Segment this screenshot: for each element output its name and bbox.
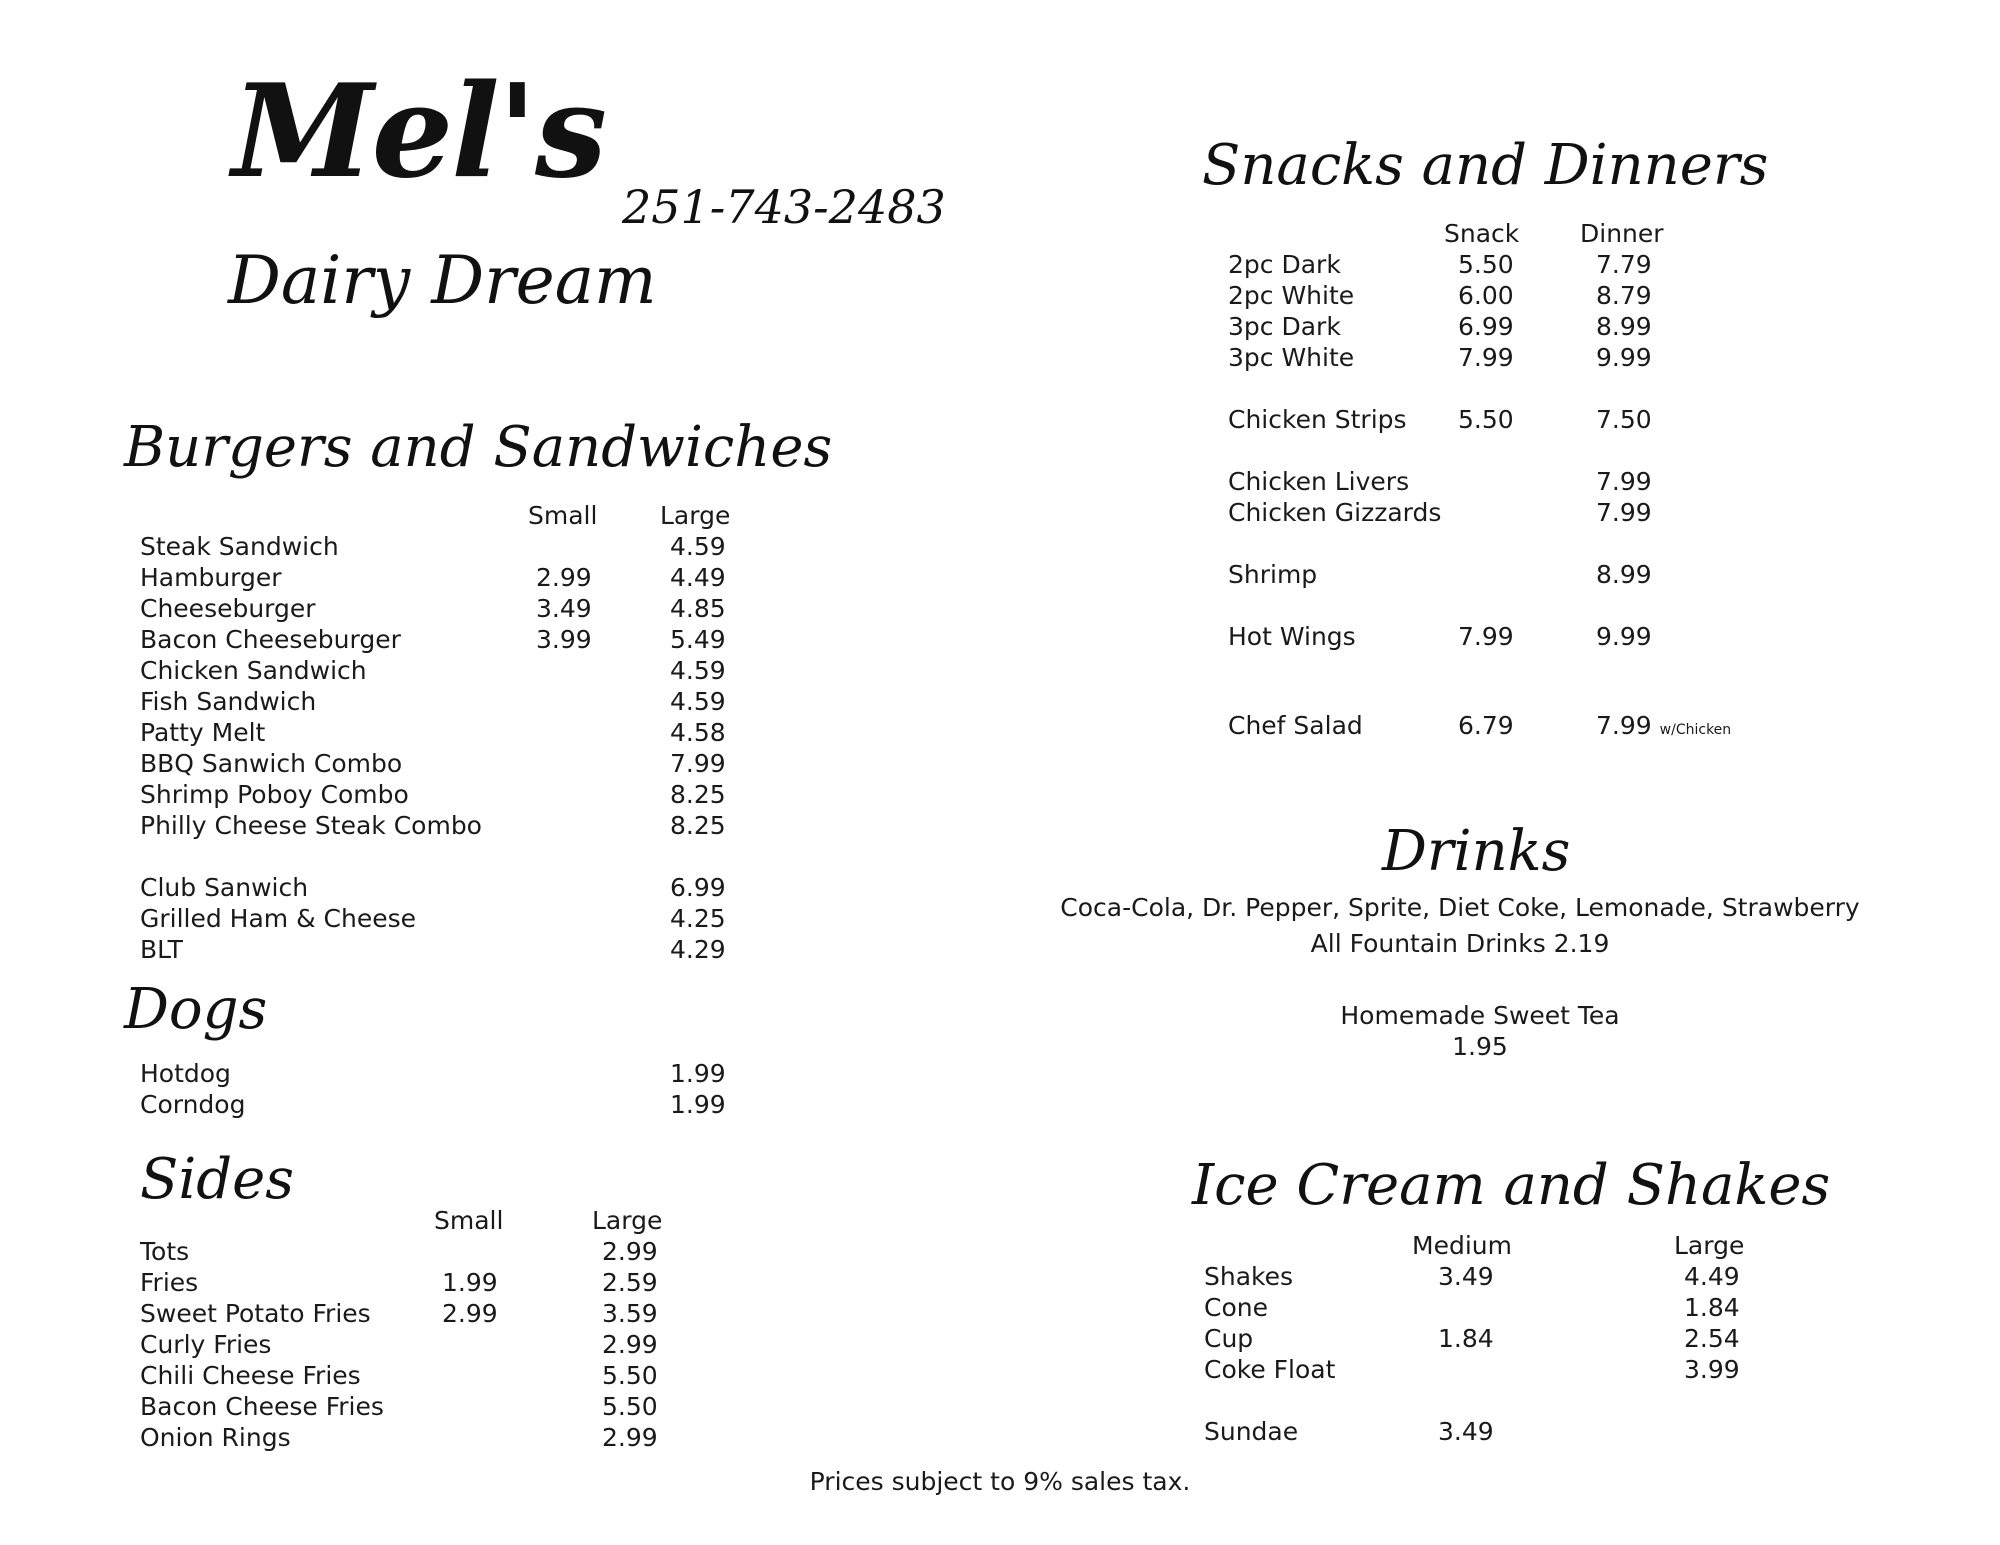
item-large-price: 4.25: [670, 904, 726, 933]
item-name: Corndog: [140, 1090, 246, 1119]
item-name: 2pc Dark: [1228, 250, 1341, 279]
item-name: Curly Fries: [140, 1330, 272, 1359]
item-name: Bacon Cheeseburger: [140, 625, 401, 654]
sides-heading: Sides: [140, 1147, 294, 1212]
item-name: Coke Float: [1204, 1355, 1336, 1384]
item-large-price: 2.99: [602, 1237, 658, 1266]
burgers-col-large: Large: [660, 501, 731, 530]
snacks-col-snack: Snack: [1444, 219, 1520, 248]
item-name: 3pc Dark: [1228, 312, 1341, 341]
icecream-col-large: Large: [1674, 1231, 1745, 1260]
item-large-price: 1.84: [1684, 1293, 1740, 1322]
burgers-heading: Burgers and Sandwiches: [124, 415, 833, 480]
item-name: Patty Melt: [140, 718, 266, 747]
sweet-tea-label: Homemade Sweet Tea: [1340, 1001, 1620, 1030]
item-name: Shrimp: [1228, 560, 1318, 589]
item-name: Philly Cheese Steak Combo: [140, 811, 482, 840]
item-name: Hotdog: [140, 1059, 231, 1088]
item-name: Chicken Gizzards: [1228, 498, 1442, 527]
sweet-tea-price: 1.95: [1452, 1032, 1508, 1061]
item-snack-price: 7.99: [1458, 343, 1514, 372]
item-snack-price: 6.79: [1458, 711, 1514, 740]
item-large-price: 4.59: [670, 687, 726, 716]
item-large-price: 4.29: [670, 935, 726, 964]
item-large-price: 4.49: [670, 563, 726, 592]
item-name: Onion Rings: [140, 1423, 291, 1452]
item-medium-price: 1.84: [1438, 1324, 1494, 1353]
item-medium-price: 3.49: [1438, 1417, 1494, 1446]
phone-number: 251-743-2483: [622, 180, 946, 234]
item-large-price: 7.99: [670, 749, 726, 778]
sides-col-large: Large: [592, 1206, 663, 1235]
item-small-price: 3.49: [536, 594, 592, 623]
item-name: BLT: [140, 935, 183, 964]
sides-col-small: Small: [434, 1206, 504, 1235]
fountain-drinks-price: All Fountain Drinks 2.19: [1310, 929, 1610, 958]
item-name: 2pc White: [1228, 281, 1355, 310]
item-price: 1.99: [670, 1090, 726, 1119]
item-dinner-price: 9.99: [1596, 622, 1652, 651]
item-name: Shrimp Poboy Combo: [140, 780, 409, 809]
item-dinner-price: 7.99: [1596, 467, 1652, 496]
item-price: 1.99: [670, 1059, 726, 1088]
item-dinner-price: 7.79: [1596, 250, 1652, 279]
item-name: Grilled Ham & Cheese: [140, 904, 417, 933]
item-large-price: 6.99: [670, 873, 726, 902]
icecream-heading: Ice Cream and Shakes: [1192, 1153, 1831, 1218]
item-snack-price: 5.50: [1458, 405, 1514, 434]
item-name: Chili Cheese Fries: [140, 1361, 361, 1390]
snacks-col-dinner: Dinner: [1580, 219, 1664, 248]
item-name: Club Sanwich: [140, 873, 309, 902]
item-dinner-price: 8.99: [1596, 560, 1652, 589]
brand-logo-name: Mel's: [232, 57, 605, 207]
item-small-price: 2.99: [536, 563, 592, 592]
tax-note: Prices subject to 9% sales tax.: [809, 1467, 1191, 1496]
icecream-col-medium: Medium: [1412, 1231, 1512, 1260]
item-large-price: 5.49: [670, 625, 726, 654]
item-name: Cheeseburger: [140, 594, 316, 623]
item-name: Hamburger: [140, 563, 282, 592]
item-large-price: 2.54: [1684, 1324, 1740, 1353]
item-dinner-price: 9.99: [1596, 343, 1652, 372]
item-dinner-price: 8.79: [1596, 281, 1652, 310]
item-dinner-price: [1596, 710, 1731, 746]
item-dinner-price: 7.99: [1596, 498, 1652, 527]
item-large-price: 4.59: [670, 532, 726, 561]
drinks-heading: Drinks: [1382, 819, 1571, 884]
item-name: Cone: [1204, 1293, 1268, 1322]
item-small-price: 1.99: [442, 1268, 498, 1297]
item-dinner-price: 8.99: [1596, 312, 1652, 341]
burgers-col-small: Small: [528, 501, 598, 530]
item-name: Chicken Strips: [1228, 405, 1407, 434]
item-name: BBQ Sanwich Combo: [140, 749, 403, 778]
item-large-price: 4.58: [670, 718, 726, 747]
brand-logo-subtitle: Dairy Dream: [228, 242, 657, 319]
item-large-price: 2.99: [602, 1423, 658, 1452]
item-large-price: 2.59: [602, 1268, 658, 1297]
item-large-price: 4.49: [1684, 1262, 1740, 1291]
item-name: Chef Salad: [1228, 711, 1363, 740]
item-small-price: 2.99: [442, 1299, 498, 1328]
item-large-price: 4.59: [670, 656, 726, 685]
item-large-price: 5.50: [602, 1361, 658, 1390]
item-large-price: 3.59: [602, 1299, 658, 1328]
item-dinner-price: 7.50: [1596, 405, 1652, 434]
item-snack-price: 5.50: [1458, 250, 1514, 279]
item-name: Sweet Potato Fries: [140, 1299, 371, 1328]
item-snack-price: 6.00: [1458, 281, 1514, 310]
item-large-price: 2.99: [602, 1330, 658, 1359]
item-name: Cup: [1204, 1324, 1254, 1353]
item-name: Hot Wings: [1228, 622, 1356, 651]
item-name: Fish Sandwich: [140, 687, 317, 716]
item-name: Shakes: [1204, 1262, 1294, 1291]
item-small-price: 3.99: [536, 625, 592, 654]
item-name: Chicken Livers: [1228, 467, 1410, 496]
item-name: Chicken Sandwich: [140, 656, 367, 685]
item-dinner-price-value: 7.99: [1596, 711, 1652, 740]
snacks-heading: Snacks and Dinners: [1202, 133, 1769, 198]
item-name: Steak Sandwich: [140, 532, 339, 561]
item-name: Bacon Cheese Fries: [140, 1392, 384, 1421]
item-name: Sundae: [1204, 1417, 1299, 1446]
item-large-price: 5.50: [602, 1392, 658, 1421]
item-medium-price: 3.49: [1438, 1262, 1494, 1291]
item-large-price: 3.99: [1684, 1355, 1740, 1384]
item-note: w/Chicken: [1659, 722, 1732, 738]
item-snack-price: 7.99: [1458, 622, 1514, 651]
item-large-price: 4.85: [670, 594, 726, 623]
dogs-heading: Dogs: [124, 977, 268, 1042]
item-large-price: 8.25: [670, 780, 726, 809]
drinks-list: Coca-Cola, Dr. Pepper, Sprite, Diet Coke, Lemonade, Strawberry: [1060, 893, 1860, 922]
item-snack-price: 6.99: [1458, 312, 1514, 341]
item-large-price: 8.25: [670, 811, 726, 840]
item-name: Fries: [140, 1268, 199, 1297]
item-name: Tots: [140, 1237, 190, 1266]
item-name: 3pc White: [1228, 343, 1355, 372]
